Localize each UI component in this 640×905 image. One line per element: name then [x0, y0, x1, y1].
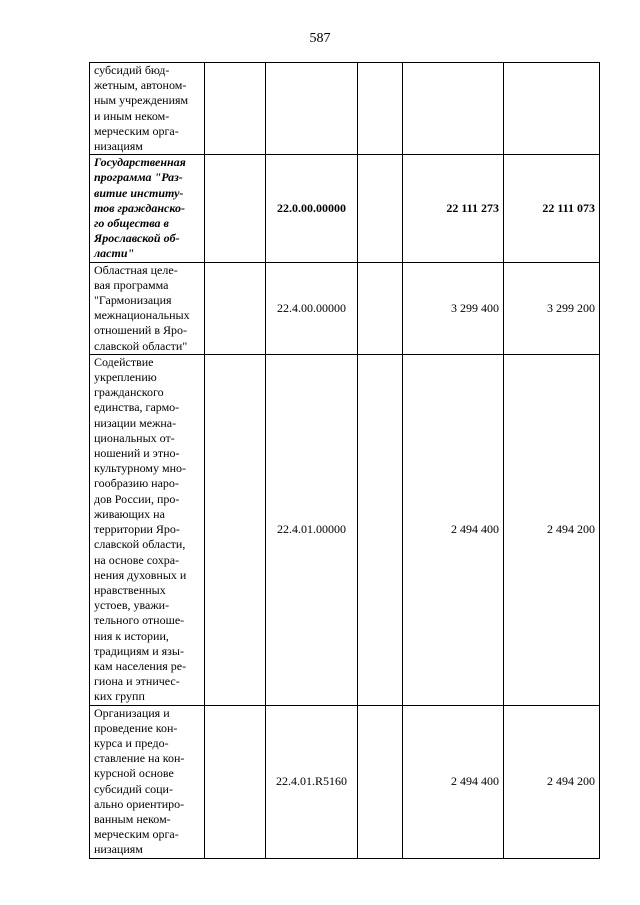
row-value2-cell: 3 299 200: [504, 262, 600, 354]
row-value2-cell: 22 111 073: [504, 155, 600, 262]
empty-cell: [358, 155, 403, 262]
empty-cell: [205, 705, 266, 858]
empty-cell: [205, 262, 266, 354]
row-code-cell: 22.4.00.00000: [266, 262, 358, 354]
row-value1-cell: 3 299 400: [403, 262, 504, 354]
table-row: [90, 262, 600, 354]
empty-cell: [205, 155, 266, 262]
row-name-cell: Государственная программа "Раз- витие институ- тов гражданско- го общества в Ярославской об- ласти": [90, 155, 205, 262]
row-name-cell: Областная целе- вая программа "Гармонизация межнациональных отношений в Яро- славской области": [90, 262, 205, 354]
row-value1-cell: 22 111 273: [403, 155, 504, 262]
row-code-cell: 22.0.00.00000: [266, 155, 358, 262]
empty-cell: [358, 354, 403, 705]
empty-cell: [358, 262, 403, 354]
table-row: [90, 354, 600, 705]
table-row: [90, 705, 600, 858]
row-value2-cell: [504, 63, 600, 155]
table-row: [90, 155, 600, 262]
empty-cell: [358, 63, 403, 155]
empty-cell: [358, 705, 403, 858]
row-value1-cell: 2 494 400: [403, 705, 504, 858]
empty-cell: [205, 354, 266, 705]
row-value1-cell: [403, 63, 504, 155]
row-code-cell: 22.4.01.R5160: [266, 705, 358, 858]
row-value2-cell: 2 494 200: [504, 354, 600, 705]
row-name-cell: Содействие укреплению гражданского единства, гармо- низации межна- циональных от- ношений и этно- культурному мно- гообразию наро- дов России, про- живающих на территории Яро- славской области, на основе сохра- нения духовных и нравственных устоев, уважи- тельного отноше- ния к истории, традициям и язы- кам населения ре- гиона и этничес- ких групп: [90, 354, 205, 705]
budget-table: [89, 62, 600, 859]
page-number: 587: [309, 31, 331, 46]
row-name-cell: субсидий бюд- жетным, автоном- ным учреждениям и иным неком- мерческим орга- низациям: [90, 63, 205, 155]
row-code-cell: [266, 63, 358, 155]
row-code-cell: 22.4.01.00000: [266, 354, 358, 705]
empty-cell: [205, 63, 266, 155]
table-row: [90, 63, 600, 155]
row-name-cell: Организация и проведение кон- курса и предо- ставление на кон- курсной основе субсидий соци- ально ориентиро- ванным неком- мерческим орга- низациям: [90, 705, 205, 858]
row-value1-cell: 2 494 400: [403, 354, 504, 705]
row-value2-cell: 2 494 200: [504, 705, 600, 858]
